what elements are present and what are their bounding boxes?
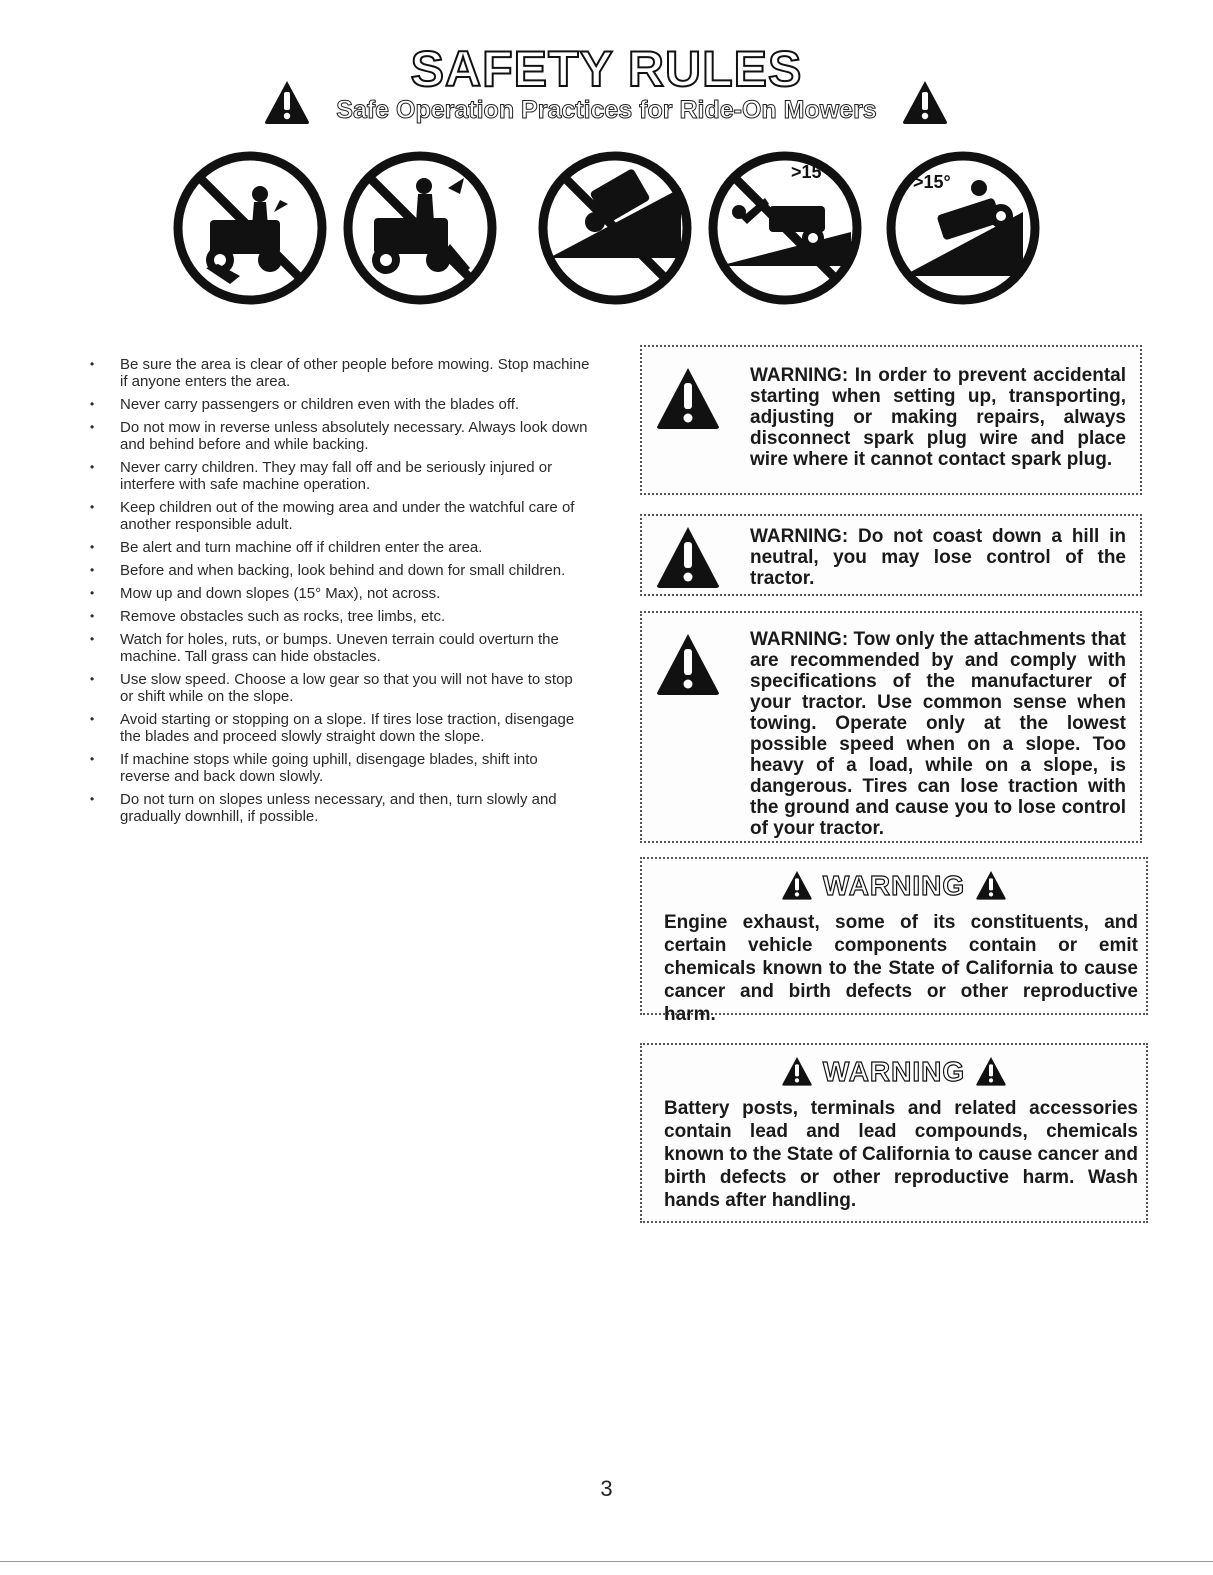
warning-triangle-icon <box>654 524 722 590</box>
safety-bullet-list <box>90 356 590 831</box>
tipping-on-slope-icon <box>535 148 695 308</box>
list-item: • Never carry passengers or children even with the blades off. <box>90 396 590 413</box>
warning-triangle-icon <box>900 78 950 126</box>
list-item: • Never carry children. They may fall off and be seriously injured or interfere with safe machine operation. <box>90 459 590 493</box>
prop65-heading-row <box>642 869 1146 902</box>
pictogram-label: >15° <box>791 162 829 182</box>
warning-triangle-icon <box>780 1055 814 1087</box>
prop65-heading: WARNING <box>822 1056 966 1087</box>
no-passengers-icon <box>340 148 500 308</box>
list-item: • Keep children out of the mowing area and under the watchful care of another responsible adult. <box>90 499 590 533</box>
list-item: • Before and when backing, look behind and down for small children. <box>90 562 590 579</box>
no-children-near-mower-icon <box>170 148 330 308</box>
list-item: • Remove obstacles such as rocks, tree limbs, etc. <box>90 608 590 625</box>
list-item: • Avoid starting or stopping on a slope. If tires lose traction, disengage the blades and proceed slowly straight down the slope. <box>90 711 590 745</box>
safety-pictograms <box>0 148 1213 328</box>
prop65-text: Engine exhaust, some of its constituents, and certain vehicle components contain or emit chemicals known to the State of California to cause cancer and birth defects or other reproductive harm. <box>664 912 1138 1025</box>
warning-box-towing <box>640 611 1142 843</box>
prop65-warning-battery <box>640 1043 1148 1223</box>
warning-triangle-icon <box>654 365 722 431</box>
warning-text: WARNING: Tow only the attachments that are recommended by and comply with specifications of the manufacturer of your tractor. Use common sense when towing. Operate only at the lowest possible speed when on a slope. Too heavy of a load, while on a slope, is dangerous. Tires can lose traction with the ground and cause you to lose control of your tractor. <box>750 629 1126 839</box>
page-subtitle: Safe Operation Practices for Ride-On Mowers <box>336 96 877 124</box>
prop65-heading: WARNING <box>822 870 966 901</box>
warning-triangle-icon <box>974 869 1008 901</box>
list-item: • Watch for holes, ruts, or bumps. Uneven terrain could overturn the machine. Tall grass can hide obstacles. <box>90 631 590 665</box>
warning-triangle-icon <box>780 869 814 901</box>
bottom-divider <box>0 1561 1213 1562</box>
list-item: • Mow up and down slopes (15° Max), not across. <box>90 585 590 602</box>
warning-text: WARNING: In order to prevent accidental starting when setting up, transporting, adjusting or making repairs, always disconnect spark plug wire and place wire where it cannot contact spark plug. <box>750 365 1126 470</box>
page-number: 3 <box>600 1476 613 1501</box>
prop65-text: Battery posts, terminals and related accessories contain lead and lead compounds, chemicals known to the State of California to cause cancer and birth defects or other reproductive harm. Wash hands after handling. <box>664 1098 1138 1211</box>
pictogram-label: >15° <box>913 172 951 192</box>
list-item: • If machine stops while going uphill, disengage blades, shift into reverse and back down slowly. <box>90 751 590 785</box>
warning-text: WARNING: Do not coast down a hill in neutral, you may lose control of the tractor. <box>750 526 1126 589</box>
prop65-warning-engine <box>640 857 1148 1025</box>
list-item: • Do not mow in reverse unless absolutely necessary. Always look down and behind before and while backing. <box>90 419 590 453</box>
warning-box-spark-plug <box>640 345 1142 495</box>
warning-triangle-icon <box>974 1055 1008 1087</box>
warning-triangle-icon <box>654 631 722 697</box>
list-item: • Be alert and turn machine off if children enter the area. <box>90 539 590 556</box>
slope-over-15-degrees-icon <box>705 148 865 308</box>
list-item: • Use slow speed. Choose a low gear so that you will not have to stop or shift while on the slope. <box>90 671 590 705</box>
page-title: SAFETY RULES <box>410 41 803 97</box>
list-item: • Do not turn on slopes unless necessary, and then, turn slowly and gradually downhill, if possible. <box>90 791 590 825</box>
warning-box-coast <box>640 514 1142 596</box>
list-item: • Be sure the area is clear of other people before mowing. Stop machine if anyone enters the area. <box>90 356 590 390</box>
prop65-heading-row <box>642 1055 1146 1088</box>
steep-slope-warning-icon <box>883 148 1043 308</box>
